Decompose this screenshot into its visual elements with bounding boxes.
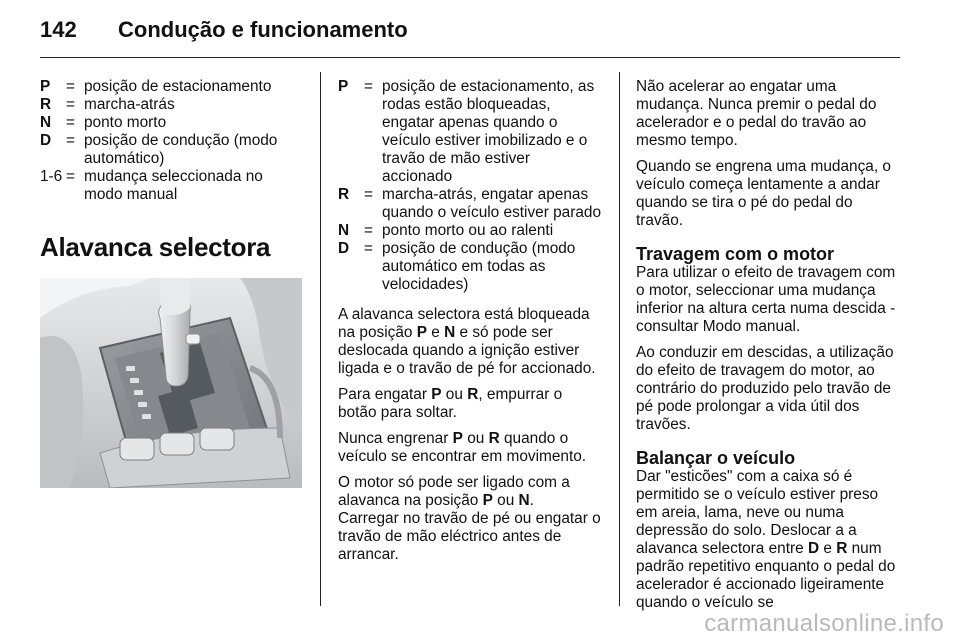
paragraph-no-accelerate: Não acelerar ao engatar uma mudança. Nunca premir o pedal do acelerador e o pedal do travão ao mesmo tempo. (636, 78, 877, 149)
legend-equals: = (66, 78, 75, 95)
legend-text: posição de estacionamento (84, 78, 272, 95)
description-key: R (338, 186, 350, 203)
gear-letter: R (836, 540, 848, 557)
gear-legend-list (40, 78, 304, 204)
legend-equals: = (66, 168, 75, 185)
paragraph-never-engage (338, 430, 604, 466)
gear-letter: R (488, 430, 500, 447)
gear-letter: R (467, 386, 479, 403)
paragraph-engine-braking: Para utilizar o efeito de travagem com o motor, seleccionar uma mudança inferior na altura certa numa descida - consultar Modo manual. (636, 264, 896, 335)
legend-equals: = (66, 132, 75, 149)
paragraph-rocking (636, 468, 902, 612)
page-number: 142 (40, 17, 77, 42)
text-run: e (427, 324, 445, 341)
description-text: posição de condução (modo automático em todas as velocidades) (382, 240, 576, 293)
legend-text: mudança seleccionada no modo manual (84, 168, 263, 203)
gear-description-list (338, 78, 604, 294)
gear-letter: D (807, 540, 820, 557)
text-run: ou (462, 430, 489, 447)
watermark: carmanualsonline.info (704, 610, 944, 637)
column-3 (636, 78, 902, 620)
text-run: num padrão repetitivo enquanto o pedal do acelerador é accionado ligeiramente quando o veículo se (636, 540, 896, 611)
text-run: e só pode ser deslocada quando a ignição estiver ligada e o travão de pé for accionado. (338, 324, 596, 377)
paragraph-engine-start (338, 474, 604, 510)
legend-key: R (40, 96, 52, 113)
header-rule (40, 57, 900, 58)
paragraph-release-button (338, 386, 604, 422)
legend-key: D (40, 132, 52, 149)
text-run: O motor só pode ser ligado com a alavanca na posição (338, 474, 570, 509)
column-1 (40, 78, 304, 488)
gear-letter: P (416, 324, 427, 341)
column-2 (338, 78, 604, 572)
selector-lever-illustration (40, 278, 302, 488)
page-title: Condução e funcionamento (118, 17, 408, 42)
description-key: N (338, 222, 350, 239)
selector-lever-photo (40, 278, 302, 488)
legend-key: P (40, 78, 51, 95)
legend-equals: = (66, 96, 75, 113)
gear-letter: N (518, 492, 530, 509)
description-equals: = (364, 222, 373, 239)
legend-equals: = (66, 114, 75, 131)
text-run: . (529, 492, 534, 509)
column-divider-2 (619, 72, 620, 606)
text-run: ou (492, 492, 519, 509)
paragraph-descents: Ao conduzir em descidas, a utilização do efeito de travagem do motor, ao contrário do produzido pelo travão de pé pode prolongar a vida útil dos travões. (636, 344, 894, 433)
description-text: marcha-atrás, engatar apenas quando o veículo estiver parado (382, 186, 602, 221)
legend-row-r (40, 96, 304, 114)
gear-letter: P (482, 492, 493, 509)
subheading-engine-braking: Travagem com o motor (636, 244, 835, 264)
legend-text: posição de condução (modo automático) (84, 132, 278, 167)
legend-text: marcha-atrás (84, 96, 175, 113)
text-run: e (819, 540, 837, 557)
legend-row-n (40, 114, 304, 132)
paragraph-lever-lock (338, 306, 604, 378)
text-run: ou (441, 386, 468, 403)
description-equals: = (364, 240, 373, 257)
description-equals: = (364, 78, 373, 95)
legend-row-d (40, 132, 304, 168)
description-equals: = (364, 186, 373, 203)
description-row-n (338, 222, 604, 240)
legend-row-p (40, 78, 304, 96)
description-text: ponto morto ou ao ralenti (382, 222, 554, 239)
paragraph-brake-before-start: Carregar no travão de pé ou engatar o travão de mão eléctrico antes de arrancar. (338, 510, 601, 563)
description-row-r (338, 186, 604, 222)
text-run: quando o veículo se encontrar em movimento. (338, 430, 587, 465)
gear-letter: P (452, 430, 463, 447)
gear-letter: P (431, 386, 442, 403)
text-run: A alavanca selectora está bloqueada na posição (338, 306, 590, 341)
gear-letter: N (444, 324, 456, 341)
legend-key: 1-6 (40, 168, 63, 185)
legend-row-manual (40, 168, 304, 204)
legend-key: N (40, 114, 52, 131)
paragraph-creep: Quando se engrena uma mudança, o veículo começa lentamente a andar quando se tira o pé do pedal do travão. (636, 158, 891, 229)
text-run: Nunca engrenar (338, 430, 453, 447)
description-row-p (338, 78, 604, 186)
description-row-d (338, 240, 604, 294)
subheading-rocking: Balançar o veículo (636, 448, 796, 468)
legend-text: ponto morto (84, 114, 167, 131)
section-heading: Alavanca selectora (40, 232, 271, 262)
text-run: Dar "esticões" com a caixa só é permitido se o veículo estiver preso em areia, lama, neve ou numa depressão do solo. Deslocar a a alavanca selectora entre (636, 468, 879, 557)
description-key: P (338, 78, 349, 95)
column-divider-1 (320, 72, 321, 606)
text-run: Para engatar (338, 386, 432, 403)
text-run: , empurrar o botão para soltar. (338, 386, 563, 421)
description-text: posição de estacionamento, as rodas estão bloqueadas, engatar apenas quando o veículo estiver imobilizado e o travão de mão estiver accionado (382, 78, 595, 185)
description-key: D (338, 240, 350, 257)
